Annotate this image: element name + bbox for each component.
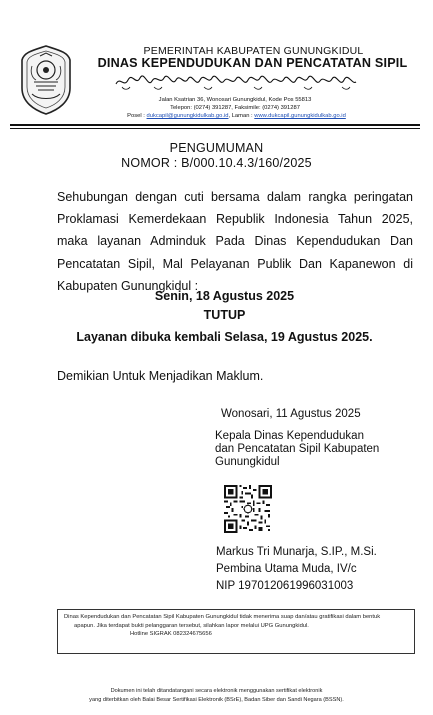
body-line: Sehubungan dengan cuti bersama dalam rangka peringatan — [57, 190, 413, 204]
announcement-body — [57, 186, 413, 297]
notice-line: apapun. Jika terdapat bukti pelanggaran tersebut, silahkan lapor melalui UPG Gunungkidul. — [74, 622, 309, 629]
signatory-title-line: Gunungkidul — [215, 456, 280, 469]
body-line: Kabupaten Gunungkidul : — [57, 278, 199, 293]
qr-code-icon — [224, 485, 272, 533]
announcement-number: NOMOR : B/000.10.4.3/160/2025 — [121, 156, 312, 170]
closure-date: Senin, 18 Agustus 2025 — [154, 289, 295, 303]
letterhead-address — [80, 96, 390, 112]
body-line: Proklamasi Kemerdekaan Republik Indonesia Tahun 2025, — [57, 212, 413, 227]
signatory-rank: Pembina Utama Muda, IV/c — [216, 563, 357, 575]
website-label: , Laman : — [228, 113, 253, 119]
footer-line: Dokumen ini telah ditandatangani secara elektronik menggunakan sertifikat elektronik — [110, 688, 323, 694]
contact-line — [40, 113, 433, 119]
closure-status: TUTUP — [203, 308, 246, 322]
signatory-name: Markus Tri Munarja, S.IP., M.Si. — [216, 546, 377, 558]
reopen-notice: Layanan dibuka kembali Selasa, 19 Agustus 2025. — [76, 330, 373, 344]
website-link[interactable]: www.dukcapil.gunungkidulkab.go.id — [254, 113, 346, 119]
body-line: Pencatatan Sipil, Mal Pelayanan Publik Dan Kapanewon di — [57, 256, 413, 271]
agency-name: DINAS KEPENDUDUKAN DAN PENCATATAN SIPIL — [97, 56, 408, 70]
signatory-title-line: dan Pencatatan Sipil Kabupaten — [215, 443, 380, 456]
email-label: Posel : — [127, 113, 145, 119]
notice-hotline: Hotline SIGRAK 082324675656 — [130, 631, 212, 637]
signatory-nip: NIP 197012061996031003 — [216, 580, 354, 592]
signature-place-date: Wonosari, 11 Agustus 2025 — [221, 408, 361, 420]
regency-coat-of-arms-icon — [20, 44, 72, 116]
address-line: Jalan Ksatrian 36, Wonosari Gunungkidul, Kode Pos 55813 — [158, 97, 312, 103]
email-link[interactable]: dukcapil@gunungkidulkab.go.id — [146, 113, 229, 119]
closing-remark: Demikian Untuk Menjadikan Maklum. — [57, 369, 264, 383]
notice-line: Dinas Kependudukan dan Pencatatan Sipil Kabupaten Gunungkidul tidak menerima suap dan/atau gratifikasi dalam bentuk — [64, 614, 381, 620]
letterhead-rule-thin — [10, 128, 420, 129]
anti-gratification-notice — [57, 609, 415, 654]
signatory-title-line: Kepala Dinas Kependudukan — [215, 430, 364, 442]
phone-line: Telepon: (0274) 391287, Faksimile: (0274) 391287 — [170, 105, 300, 111]
announcement-title: PENGUMUMAN — [169, 141, 264, 155]
footer-line: yang diterbitkan oleh Balai Besar Sertifikasi Elektronik (BSrE), Badan Siber dan Sandi Negara (BSSN). — [89, 696, 344, 703]
body-line: maka layanan Adminduk Pada Dinas Kependudukan Dan — [57, 234, 413, 249]
signatory-title — [215, 430, 415, 470]
government-name: PEMERINTAH KABUPATEN GUNUNGKIDUL — [143, 45, 364, 57]
letterhead-rule-thick — [10, 124, 420, 126]
javanese-script-agency-name — [114, 72, 358, 92]
electronic-signature-footer — [0, 687, 433, 704]
